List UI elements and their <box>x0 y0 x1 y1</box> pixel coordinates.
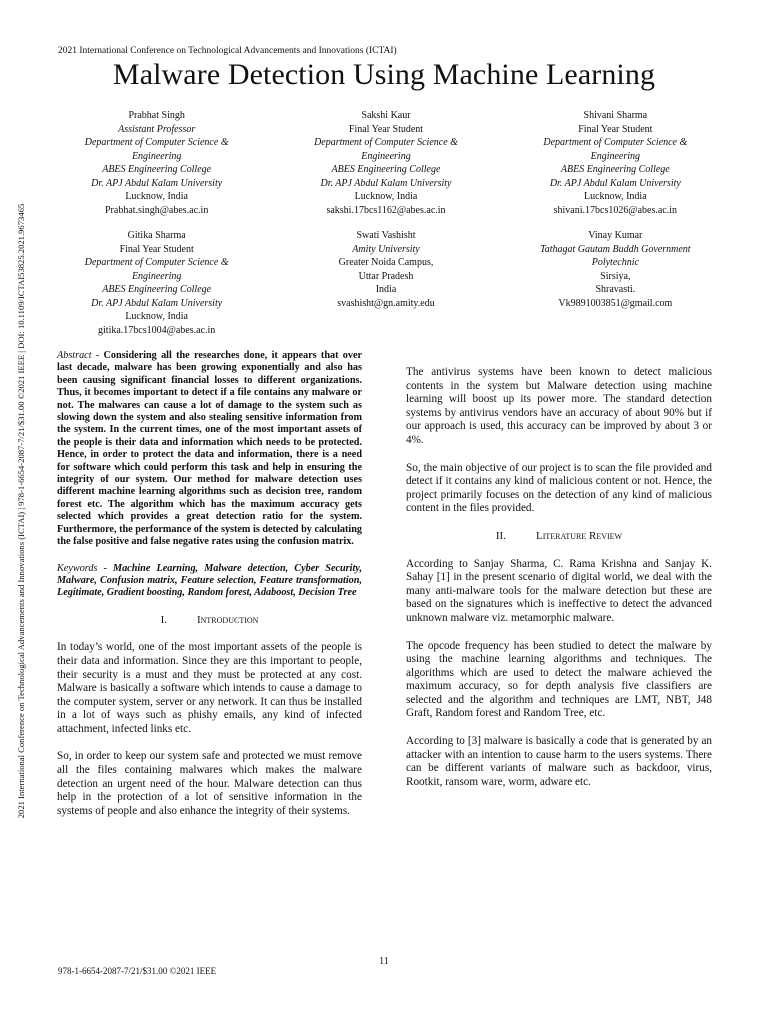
author-email: svashisht@gn.amity.edu <box>337 297 435 309</box>
paragraph: In today’s world, one of the most important assets of the people is their data and information. Since they are this important to people, their security is a must and they must be protected at any cost. Malware is basically a software which intends to cause a damage to the computer system, server or any network. It can thus be installed in a lot of ways such as phishy emails, any kind of infected attachment, infected links etc. <box>57 641 362 735</box>
author-affiliation: Uttar Pradesh <box>358 270 414 282</box>
author-name: Sakshi Kaur <box>361 110 411 121</box>
paper-title: Malware Detection Using Machine Learning <box>112 58 656 91</box>
keywords <box>57 563 362 600</box>
doi-sidebar <box>8 138 34 884</box>
paragraph: So, the main objective of our project is to scan the file provided and detect if it contains any kind of malicious content or not. Hence, the project primarily focuses on the detection of any kind of malicious content in the files provided. <box>406 461 712 515</box>
abstract-label: Abstract - <box>57 350 100 361</box>
author-card <box>42 229 271 337</box>
author-affiliation: Department of Computer Science & <box>84 137 229 148</box>
author-affiliation: Dr. APJ Abdul Kalam University <box>91 297 223 309</box>
author-card <box>271 109 500 217</box>
paragraph: The opcode frequency has been studied to detect the malware by using the machine learning algorithms and techniques. The algorithms which are used to detect the malware achieved the maximum accuracy, so for depth analysis five classifiers are selected and the algorithm and techniques are LMT, NBT, J48 Graft, Random forest and Random Tree, etc. <box>406 639 712 720</box>
author-affiliation: Engineering <box>131 270 182 282</box>
author-card <box>42 109 271 217</box>
conference-header: 2021 International Conference on Technological Advancements and Innovations (ICTAI) <box>58 46 397 56</box>
author-card <box>501 109 730 217</box>
author-affiliation: Greater Noida Campus, <box>338 257 434 268</box>
author-affiliation: ABES Engineering College <box>102 164 212 175</box>
abstract <box>57 350 362 549</box>
author-location: Shravasti. <box>595 284 636 295</box>
footer-copyright: 978-1-6654-2087-7/21/$31.00 ©2021 IEEE <box>58 966 217 976</box>
author-role: Assistant Professor <box>118 123 196 135</box>
author-affiliation: ABES Engineering College <box>331 164 441 175</box>
section-title: Literature Review <box>535 529 623 542</box>
author-block <box>42 109 730 349</box>
author-row <box>42 109 730 217</box>
paragraph: According to Sanjay Sharma, C. Rama Krishna and Sanjay K. Sahay [1] in the present scenario of digital world, we deal with the many anti-malware tools for the malware detection but these are based on the signatures which is ineffective to detect the advanced unknown malware viz. metamorphic malware. <box>406 557 712 624</box>
author-affiliation: Department of Computer Science & <box>543 137 688 148</box>
author-name: Vinay Kumar <box>588 230 643 241</box>
author-location: Lucknow, India <box>125 311 188 322</box>
author-email: Vk9891003851@gmail.com <box>558 297 673 309</box>
author-name: Prabhat Singh <box>128 110 185 121</box>
author-email: sakshi.17bcs1162@abes.ac.in <box>326 204 446 216</box>
author-affiliation: Dr. APJ Abdul Kalam University <box>320 177 452 189</box>
author-affiliation: ABES Engineering College <box>560 164 670 175</box>
left-column <box>57 350 362 832</box>
section-title: Introduction <box>196 613 259 626</box>
author-name: Shivani Sharma <box>583 110 648 121</box>
section-number: II. <box>495 529 506 542</box>
author-affiliation: Dr. APJ Abdul Kalam University <box>549 177 681 189</box>
right-column <box>406 366 712 803</box>
paragraph: So, in order to keep our system safe and protected we must remove all the files containing malwares which makes the malware detection an urgent need of the hour. Malware detection can thus help in the protection of a lot of sensitive information in the systems of people and also enhance the integrity of their systems. <box>57 750 362 817</box>
paragraph: The antivirus systems have been known to detect malicious contents in the system but Malware detection using machine learning will boost up its power more. The standard detection systems by antivirus vendors have an accuracy of about 90% but if our approach is used, this accuracy can be improved by about 3 or 4%. <box>406 366 712 446</box>
author-email: Prabhat.singh@abes.ac.in <box>104 204 209 216</box>
author-location: India <box>375 284 397 295</box>
author-affiliation: Dr. APJ Abdul Kalam University <box>91 177 223 189</box>
author-card <box>271 229 500 337</box>
author-role: Final Year Student <box>578 123 653 135</box>
author-affiliation: Sirsiya, <box>600 270 631 282</box>
author-email: shivani.17bcs1026@abes.ac.in <box>553 204 677 216</box>
author-role: Tathagat Gautam Buddh Government <box>540 243 691 255</box>
author-affiliation: Department of Computer Science & <box>84 257 229 268</box>
author-affiliation: Department of Computer Science & <box>314 137 458 148</box>
author-name: Gitika Sharma <box>127 230 186 241</box>
author-role: Amity University <box>352 243 420 255</box>
author-affiliation: Engineering <box>361 150 411 162</box>
section-heading-introduction <box>57 614 362 628</box>
keywords-text: Machine Learning, Malware detection, Cyber Security, Malware, Confusion matrix, Feature selection, Feature transformation, Legitimate, Gradient boosting, Random forest, Adaboost, Decision Tree <box>57 562 362 599</box>
paragraph: According to [3] malware is basically a code that is generated by an attacker with an intention to cause harm to the users systems. There can be different variants of malware such as backdoor, virus, Rootkit, ransom ware, worm, adware etc. <box>406 735 712 788</box>
author-affiliation: Engineering <box>590 150 641 162</box>
author-card <box>501 229 730 337</box>
author-email: gitika.17bcs1004@abes.ac.in <box>98 324 216 336</box>
author-row <box>42 229 730 337</box>
abstract-text: Considering all the researches done, it appears that over last decade, malware has been growing exponentially and also has been causing significant financial losses to different organizations. Thus, it becomes important to detect if a file contains any malware or not. The malwares can cause a lot of damage to the system such as slowing down the system and also stealing sensitive information from the system. In the current times, one of the most important assets of the people is their data and information which needs to be protected. Hence, in order to protect the data and information, there is a need for software which could perform this task and help in ensuring the integrity of our system. Our method for malware detection uses different machine learning algorithms such as decision tree, random forest etc. The algorithm which has the maximum accuracy gets selected which provides a great detection ratio for the system. Furthermore, the performance of the system is detected by calculating the false positive and false negative rates using the confusion matrix. <box>57 350 363 548</box>
section-heading-literature-review <box>406 530 712 544</box>
author-role: Final Year Student <box>119 243 194 255</box>
author-role: Final Year Student <box>348 123 424 135</box>
author-name: Swati Vashisht <box>356 230 416 241</box>
page-number: 11 <box>379 956 389 967</box>
author-affiliation: ABES Engineering College <box>102 284 212 295</box>
doi-sidebar-text: 2021 International Conference on Technological Advancements and Innovations (ICTAI) | 978-1-6654-2087-7/21/$31.00 ©2021 IEEE | DOI: 10.1109/ICTAI53825.2021.9673465 <box>16 203 26 819</box>
author-location: Lucknow, India <box>125 191 188 202</box>
author-affiliation: Polytechnic <box>591 257 639 268</box>
author-location: Lucknow, India <box>354 191 418 202</box>
author-location: Lucknow, India <box>583 191 647 202</box>
author-affiliation: Engineering <box>131 150 182 162</box>
keywords-label: Keywords - <box>57 562 107 574</box>
section-number: I. <box>160 613 167 626</box>
